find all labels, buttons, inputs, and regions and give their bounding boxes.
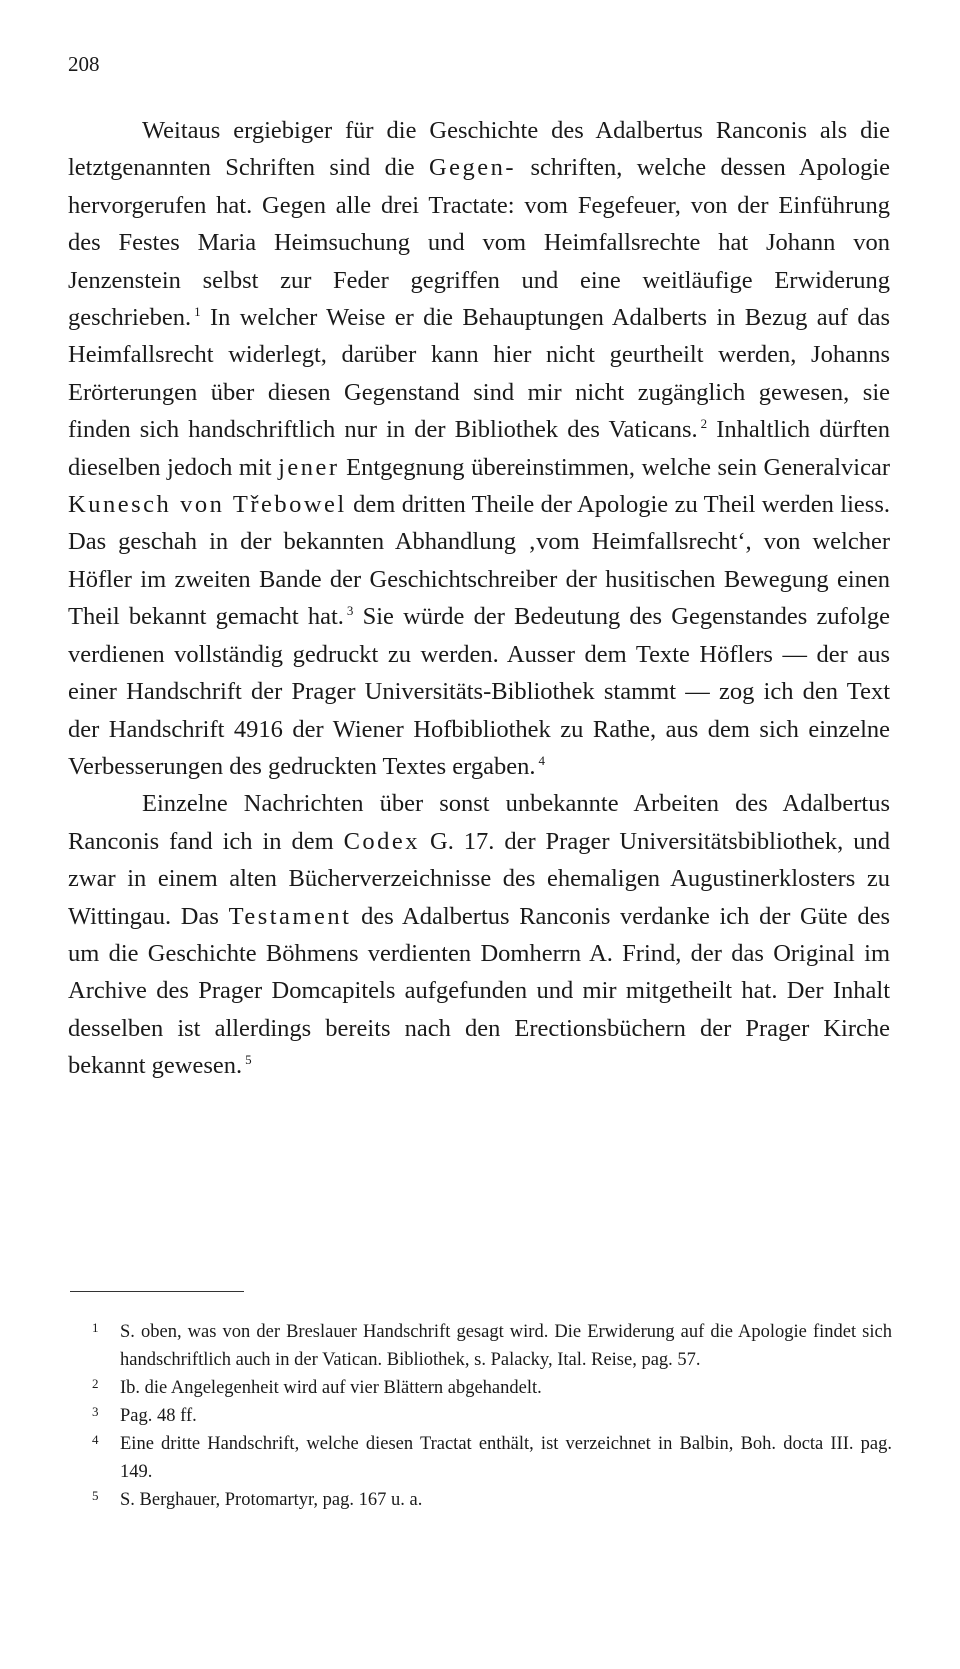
spaced-text: Kunesch von Třebowel (68, 491, 347, 519)
footnote-text: Ib. die Angelegenheit wird auf vier Blättern abgehandelt. (120, 1378, 542, 1398)
footnote-ref[interactable]: 4 (538, 752, 545, 768)
footnote-text: Eine dritte Handschrift, welche diesen Tractat enthält, ist verzeichnet in Balbin, Boh. docta III. pag. 149. (120, 1434, 892, 1482)
footnote-item (92, 1374, 892, 1402)
spaced-text: jener (278, 453, 340, 481)
footnote-text: Pag. 48 ff. (120, 1406, 197, 1426)
footnote-text: S. Berghauer, Protomartyr, pag. 167 u. a. (120, 1490, 423, 1510)
footnote-number: 3 (92, 1404, 99, 1419)
text-run: Inhaltlich dürften dieselben jedoch mit (68, 416, 890, 481)
spaced-text: Testament (228, 902, 352, 930)
text-run: G. 17. der Prager Universitätsbibliothek, und zwar in einem alten Bücherverzeichnisse des ehemaligen Augustinerklosters zu Wittingau. Das (68, 827, 890, 930)
text-run: Einzelne Nachrichten über sonst unbekannte Arbeiten des Adalbertus Ranconis fand ich in dem (68, 790, 890, 855)
text-run: schriften, welche dessen Apologie hervorgerufen hat. Gegen alle drei Tractate: vom Fegefeuer, von der Einführung des Festes Maria Heimsuchung und vom Heimfallsrechte hat Johann von Jenzenstein selbst zur Feder gegriffen und eine weitläufige Erwiderung geschrieben. (68, 154, 890, 332)
footnote-number: 4 (92, 1432, 99, 1447)
footnotes (92, 1318, 892, 1514)
footnote-item (92, 1402, 892, 1430)
footnote-ref[interactable]: 3 (346, 603, 354, 619)
body-text (68, 112, 890, 1085)
paragraph-2 (68, 785, 890, 1084)
footnote-item (92, 1486, 892, 1514)
text-run: Entgegnung übereinstimmen, welche sein Generalvicar (339, 453, 890, 481)
spaced-text: Gegen- (428, 154, 517, 182)
paragraph-1 (68, 112, 890, 785)
text-run: dem dritten Theile der Apologie zu Theil werden liess. Das geschah in der bekannten Abhandlung ‚vom Heimfallsrecht‘, von welcher Höfler im zweiten Bande der Geschichtschreiber der husitischen Bewegung einen Theil bekannt gemacht hat. (68, 491, 890, 631)
footnote-text: S. oben, was von der Breslauer Handschrift gesagt wird. Die Erwiderung auf die Apologie findet sich handschriftlich auch in der Vatican. Bibliothek, s. Palacky, Ital. Reise, pag. 57. (120, 1322, 892, 1370)
footnote-ref[interactable]: 5 (245, 1052, 252, 1067)
page-number: 208 (68, 52, 100, 76)
footnote-item (92, 1318, 892, 1374)
footnote-number: 2 (92, 1376, 99, 1391)
footnote-number: 5 (92, 1488, 99, 1503)
text-run: des Adalbertus Ranconis verdanke ich der Güte des um die Geschichte Böhmens verdienten Domherrn A. Frind, der das Original im Archive des Prager Domcapitels aufgefunden und mir mitgetheilt hat. Der Inhalt desselben ist allerdings bereits nach den Erectionsbüchern der Prager Kirche bekannt gewesen. (68, 902, 890, 1080)
text-run: Sie würde der Bedeutung des Gegenstandes zufolge verdienen vollständig gedruckt zu werden. Ausser dem Texte Höflers — der aus einer Handschrift der Prager Universitäts-Bibliothek stammt — zog ich den Text der Handschrift 4916 der Wiener Hofbibliothek zu Rathe, aus dem sich einzelne Verbesserungen des gedruckten Textes ergaben. (68, 603, 890, 780)
footnote-number: 1 (92, 1320, 99, 1335)
text-run: Weitaus ergiebiger für die Geschichte des Adalbertus Ranconis als die letztgenannten Schriften sind die (68, 117, 890, 182)
footnote-ref[interactable]: 1 (194, 303, 201, 319)
footnote-item (92, 1430, 892, 1486)
text-run: In welcher Weise er die Behauptungen Adalberts in Bezug auf das Heimfallsrecht widerlegt, darüber kann hier nicht geurtheilt werden, Johanns Erörterungen über diesen Gegenstand sind mir nicht zugänglich gewesen, sie finden sich handschriftlich nur in der Bibliothek des Vaticans. (68, 304, 890, 444)
spaced-text: Codex (343, 827, 421, 855)
footnote-divider (70, 1291, 244, 1292)
footnote-ref[interactable]: 2 (700, 416, 708, 432)
